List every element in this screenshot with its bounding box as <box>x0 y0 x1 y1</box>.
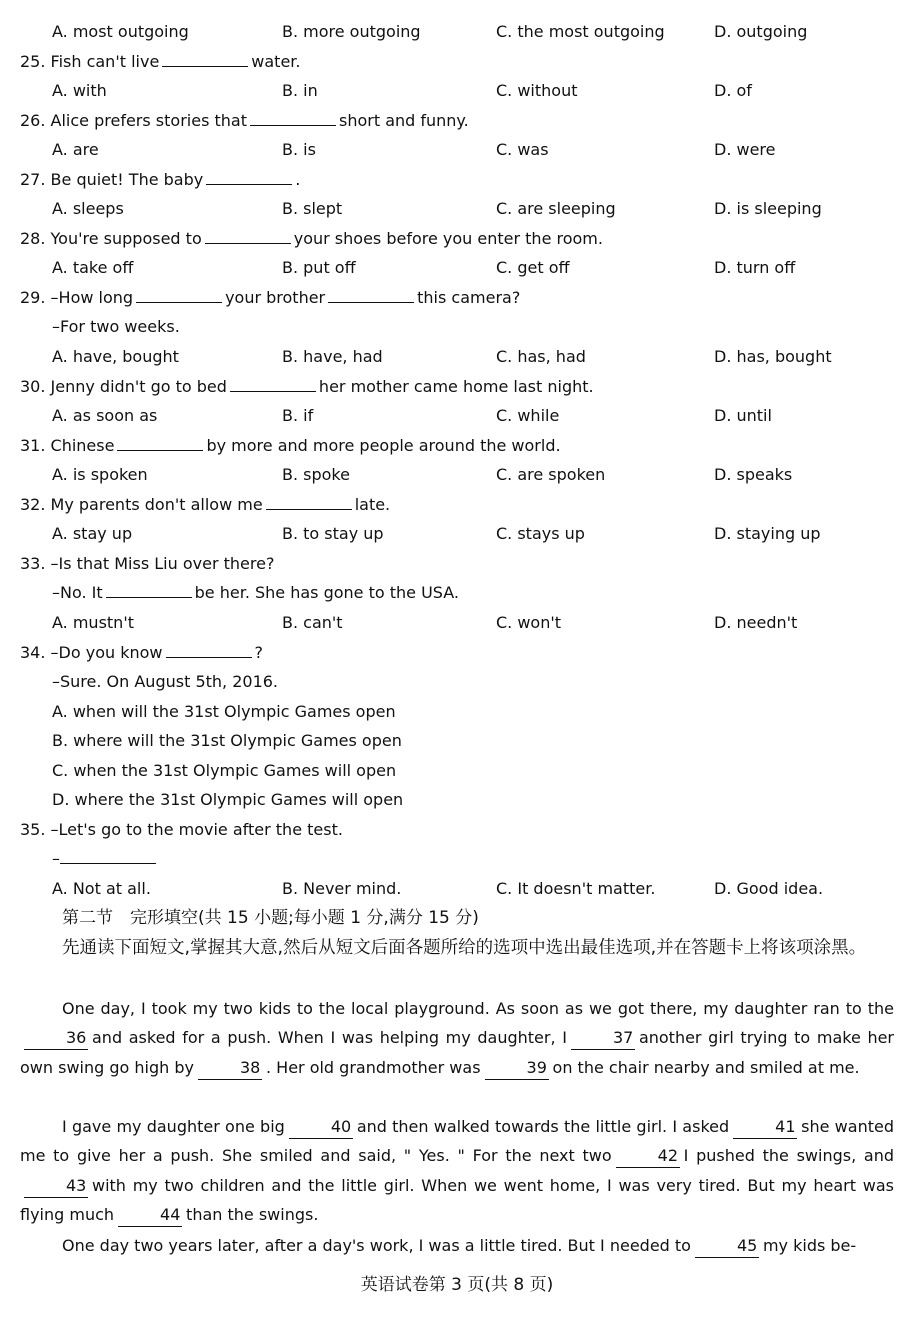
option-c: C. won't <box>496 613 562 632</box>
question-text: . <box>295 170 301 189</box>
option-c: C. get off <box>496 258 570 277</box>
q29-reply <box>0 314 914 340</box>
option-a: A. as soon as <box>52 406 158 425</box>
cloze-blank-43: 43 <box>24 1175 88 1198</box>
page-footer: 英语试卷第 3 页(共 8 页) <box>360 1275 554 1295</box>
option-c: C. when the 31st Olympic Games will open <box>52 761 397 780</box>
cloze-blank-41: 41 <box>733 1116 797 1139</box>
answer-blank <box>166 640 252 658</box>
question-text: 28. You're supposed to <box>20 229 202 248</box>
option-a: A. mustn't <box>52 613 134 632</box>
option-d: D. Good idea. <box>714 879 824 898</box>
option-b: B. in <box>282 81 318 100</box>
question-33 <box>0 551 914 577</box>
question-text: 33. –Is that Miss Liu over there? <box>20 554 275 573</box>
dialogue-reply: –Sure. On August 5th, 2016. <box>52 672 279 691</box>
option-b: B. more outgoing <box>282 22 421 41</box>
question-31 <box>0 433 914 459</box>
option-a: A. take off <box>52 258 134 277</box>
option-b: B. if <box>282 406 314 425</box>
question-25 <box>0 49 914 75</box>
answer-blank <box>205 226 291 244</box>
cloze-blank-45: 45 <box>695 1235 759 1258</box>
option-d: D. speaks <box>714 465 793 484</box>
section-instructions: 先通读下面短文,掌握其大意,然后从短文后面各题所给的选项中选出最佳选项,并在答题卡上将该项涂黑。 <box>62 938 867 958</box>
option-d: D. where the 31st Olympic Games will open <box>52 790 404 809</box>
cloze-blank-42: 42 <box>616 1145 680 1168</box>
question-29 <box>0 285 914 311</box>
option-b: B. to stay up <box>282 524 384 543</box>
question-text: by more and more people around the world. <box>206 436 561 455</box>
question-text: your brother <box>225 288 326 307</box>
option-d: D. has, bought <box>714 347 832 366</box>
option-a: A. are <box>52 140 99 159</box>
cloze-blank-36: 36 <box>24 1027 88 1050</box>
option-d: D. were <box>714 140 776 159</box>
dialogue-reply: –For two weeks. <box>52 317 180 336</box>
option-c: C. was <box>496 140 549 159</box>
question-text: 31. Chinese <box>20 436 115 455</box>
q24-options <box>0 19 914 45</box>
option-c: C. the most outgoing <box>496 22 665 41</box>
option-a: A. sleeps <box>52 199 124 218</box>
q27-options <box>0 196 914 222</box>
question-text: 26. Alice prefers stories that <box>20 111 247 130</box>
option-b: B. is <box>282 140 316 159</box>
question-35 <box>0 817 914 843</box>
option-d: D. outgoing <box>714 22 808 41</box>
option-b: B. Never mind. <box>282 879 402 898</box>
q34-option-a <box>0 699 914 725</box>
answer-blank <box>162 49 248 67</box>
option-c: C. has, had <box>496 347 586 366</box>
option-d: D. of <box>714 81 752 100</box>
q30-options <box>0 403 914 429</box>
answer-blank <box>117 433 203 451</box>
q35-reply <box>0 846 914 872</box>
option-c: C. It doesn't matter. <box>496 879 656 898</box>
question-30 <box>0 374 914 400</box>
option-b: B. slept <box>282 199 343 218</box>
q34-reply <box>0 669 914 695</box>
question-28 <box>0 226 914 252</box>
question-text: your shoes before you enter the room. <box>293 229 603 248</box>
question-text: late. <box>354 495 391 514</box>
question-text: 30. Jenny didn't go to bed <box>20 377 227 396</box>
question-27 <box>0 167 914 193</box>
option-c: C. stays up <box>496 524 585 543</box>
cloze-blank-37: 37 <box>571 1027 635 1050</box>
answer-blank <box>250 108 336 126</box>
dialogue-reply: –No. It <box>52 583 103 602</box>
option-a: A. is spoken <box>52 465 148 484</box>
cloze-blank-40: 40 <box>289 1116 353 1139</box>
answer-blank <box>328 285 414 303</box>
q35-options <box>0 876 914 902</box>
question-26 <box>0 108 914 134</box>
question-text: her mother came home last night. <box>318 377 594 396</box>
question-34 <box>0 640 914 666</box>
question-text: 32. My parents don't allow me <box>20 495 263 514</box>
option-b: B. have, had <box>282 347 383 366</box>
passage-paragraph-2: I gave my daughter one big 40 and then walked towards the little girl. I asked 41 she wanted me to give her a push. She smiled and said, " Yes. " For the next two 42 I pushed the swings, and43 with my two children and the little girl. When we went home, I was very tired. But my heart was flying much 44 than the swings. <box>20 1112 894 1230</box>
passage-paragraph-3: One day two years later, after a day's work, I was a little tired. But I needed to 45 my kids be- <box>20 1231 894 1260</box>
cloze-blank-39: 39 <box>485 1057 549 1080</box>
question-text: 25. Fish can't live <box>20 52 160 71</box>
q25-options <box>0 78 914 104</box>
q34-option-b <box>0 728 914 754</box>
question-text: 29. –How long <box>20 288 134 307</box>
option-a: A. when will the 31st Olympic Games open <box>52 702 396 721</box>
passage-paragraph-1: One day, I took my two kids to the local playground. As soon as we got there, my daughter ran to the36 and asked for a push. When I was helping my daughter, I 37 another girl trying to make her own swing go high by 38 . Her old grandmother was 39 on the chair nearby and smiled at me. <box>20 994 894 1082</box>
cloze-blank-44: 44 <box>118 1204 182 1227</box>
q31-options <box>0 462 914 488</box>
section-heading: 第二节 完形填空(共 15 小题;每小题 1 分,满分 15 分) <box>62 908 479 928</box>
answer-blank <box>266 492 352 510</box>
option-a: A. have, bought <box>52 347 179 366</box>
question-text: ? <box>254 643 263 662</box>
option-d: D. is sleeping <box>714 199 822 218</box>
option-b: B. put off <box>282 258 356 277</box>
option-c: C. are spoken <box>496 465 606 484</box>
option-b: B. where will the 31st Olympic Games open <box>52 731 402 750</box>
question-32 <box>0 492 914 518</box>
option-a: A. stay up <box>52 524 133 543</box>
option-c: C. are sleeping <box>496 199 616 218</box>
dialogue-reply: be her. She has gone to the USA. <box>194 583 460 602</box>
option-d: D. until <box>714 406 772 425</box>
q26-options <box>0 137 914 163</box>
answer-blank <box>206 167 292 185</box>
answer-blank <box>136 285 222 303</box>
option-d: D. turn off <box>714 258 796 277</box>
q34-option-d <box>0 787 914 813</box>
option-c: C. without <box>496 81 578 100</box>
answer-blank <box>60 846 156 864</box>
q33-options <box>0 610 914 636</box>
option-a: A. most outgoing <box>52 22 189 41</box>
option-a: A. Not at all. <box>52 879 151 898</box>
option-b: B. can't <box>282 613 343 632</box>
option-c: C. while <box>496 406 560 425</box>
answer-blank <box>106 580 192 598</box>
question-text: 34. –Do you know <box>20 643 163 662</box>
question-text: 27. Be quiet! The baby <box>20 170 204 189</box>
option-a: A. with <box>52 81 107 100</box>
question-text: 35. –Let's go to the movie after the test. <box>20 820 343 839</box>
cloze-blank-38: 38 <box>198 1057 262 1080</box>
q34-option-c <box>0 758 914 784</box>
answer-blank <box>230 374 316 392</box>
question-text: short and funny. <box>338 111 469 130</box>
option-b: B. spoke <box>282 465 350 484</box>
option-d: D. staying up <box>714 524 821 543</box>
q32-options <box>0 521 914 547</box>
option-d: D. needn't <box>714 613 798 632</box>
question-text: water. <box>251 52 301 71</box>
q28-options <box>0 255 914 281</box>
question-text: this camera? <box>417 288 521 307</box>
q33-reply <box>0 580 914 606</box>
q29-options <box>0 344 914 370</box>
dialogue-reply: – <box>52 849 60 868</box>
